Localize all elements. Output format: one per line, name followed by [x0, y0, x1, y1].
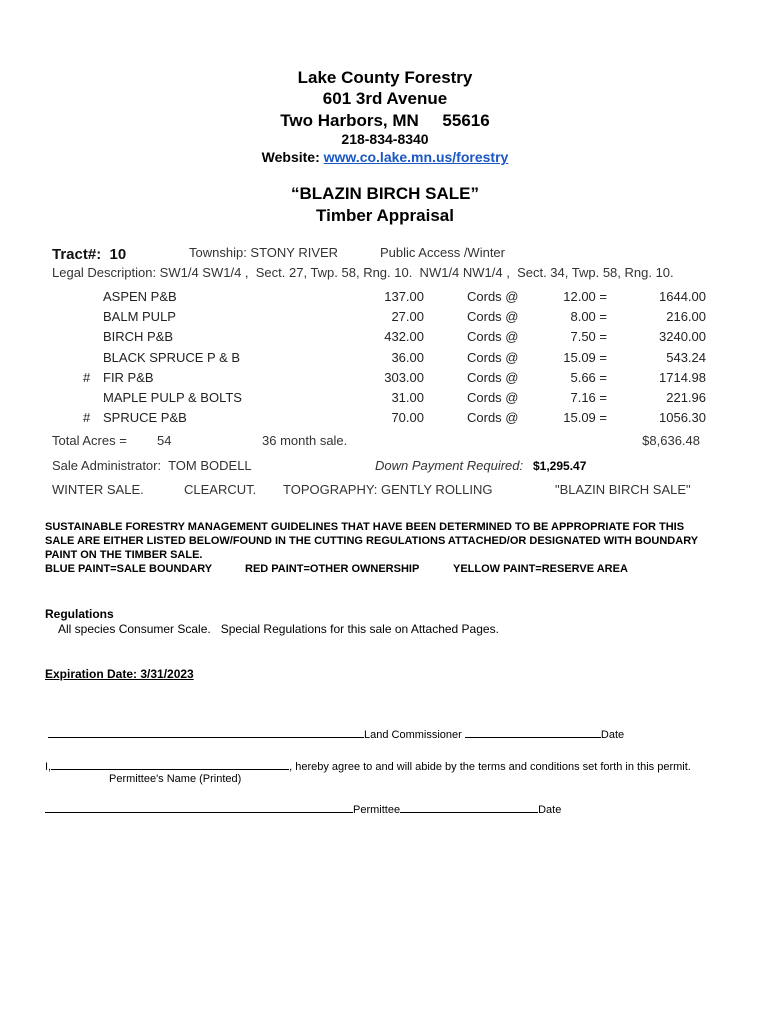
row-mark: #: [83, 369, 91, 385]
sale-title: “BLAZIN BIRCH SALE”: [291, 184, 479, 203]
permittee-name-caption: Permittee's Name (Printed): [109, 773, 242, 785]
website-line: [0, 149, 770, 165]
tract-label: Tract#:: [52, 246, 102, 263]
unit-rate: 15.09 =: [563, 410, 607, 426]
species-volume: 31.00: [391, 390, 424, 405]
species-name: BIRCH P&B: [103, 329, 174, 345]
commissioner-date-label: Date: [600, 729, 625, 741]
permittee-signature-row: [45, 801, 561, 816]
website-link[interactable]: www.co.lake.mn.us/forestry: [323, 149, 509, 165]
org-name: Lake County Forestry: [297, 68, 473, 87]
line-amount: 3240.00: [659, 329, 706, 345]
public-access: Public Access /Winter: [380, 245, 505, 260]
document-type: Timber Appraisal: [316, 206, 454, 225]
yellow-paint-key: YELLOW PAINT=RESERVE AREA: [453, 563, 628, 575]
volume-unit: Cords @: [467, 309, 519, 325]
unit-rate: 8.00 =: [570, 309, 607, 325]
species-volume: 36.00: [391, 349, 424, 365]
row-mark: #: [83, 410, 91, 426]
commissioner-signature-row: [48, 726, 624, 741]
township: Township: STONY RIVER: [189, 245, 339, 260]
unit-rate: 7.16 =: [570, 390, 607, 405]
sale-term: 36 month sale.: [262, 433, 348, 448]
volume-unit: Cords @: [467, 349, 519, 365]
expiration-date: Expiration Date: 3/31/2023: [45, 667, 194, 681]
species-volume: 303.00: [384, 369, 424, 385]
volume-unit: Cords @: [467, 369, 519, 385]
volume-unit: Cords @: [467, 329, 519, 345]
species-volume: 432.00: [384, 329, 424, 345]
street-address: 601 3rd Avenue: [322, 89, 448, 108]
species-name: ASPEN P&B: [103, 289, 177, 304]
blue-paint-key: BLUE PAINT=SALE BOUNDARY: [45, 563, 213, 575]
permittee-date-label: Date: [538, 804, 562, 816]
guidelines-line-3: PAINT ON THE TIMBER SALE.: [45, 549, 203, 561]
line-amount: 221.96: [666, 390, 706, 405]
i-prefix: I,: [45, 761, 52, 773]
line-amount: 1644.00: [659, 289, 706, 304]
guidelines-line-2: SALE ARE EITHER LISTED BELOW/FOUND IN THE CUTTING REGULATIONS ATTACHED/OR DESIGNATED WITH BOUNDARY: [45, 535, 699, 547]
species-volume: 70.00: [391, 410, 424, 426]
legal-description: Legal Description: SW1/4 SW1/4 , Sect. 27, Twp. 58, Rng. 10. NW1/4 NW1/4 , Sect. 34, Twp. 58, Rng. 10.: [52, 265, 674, 280]
unit-rate: 15.09 =: [563, 349, 607, 365]
total-value: $8,636.48: [642, 433, 700, 448]
unit-rate: 7.50 =: [570, 329, 607, 345]
tract-value: 10: [109, 246, 127, 263]
tract-number: [52, 246, 126, 263]
guidelines-line-1: SUSTAINABLE FORESTRY MANAGEMENT GUIDELINES THAT HAVE BEEN DETERMINED TO BE APPROPRIATE FOR THIS: [45, 521, 685, 533]
city-state-zip: Two Harbors, MN 55616: [280, 111, 490, 130]
permittee-agreement-row: [45, 758, 691, 773]
species-name: BALM PULP: [103, 309, 176, 325]
species-volume: 137.00: [384, 289, 424, 304]
permittee-date-line[interactable]: [400, 801, 538, 813]
total-acres-label: Total Acres =: [52, 433, 127, 448]
sale-season: WINTER SALE.: [52, 482, 144, 497]
permittee-label: Permittee: [353, 804, 401, 816]
total-acres-value: 54: [157, 433, 172, 448]
line-amount: 216.00: [666, 309, 706, 325]
cut-method: CLEARCUT.: [184, 482, 257, 497]
volume-unit: Cords @: [467, 289, 519, 304]
agreement-text: , hereby agree to and will abide by the terms and conditions set forth in this permit.: [289, 761, 691, 773]
regulations-text: All species Consumer Scale. Special Regulations for this sale on Attached Pages.: [58, 622, 499, 636]
commissioner-signature-line[interactable]: [48, 726, 364, 738]
topography: TOPOGRAPHY: GENTLY ROLLING: [283, 482, 493, 497]
volume-unit: Cords @: [467, 390, 519, 405]
permittee-name-line[interactable]: [51, 758, 289, 770]
line-amount: 543.24: [666, 349, 706, 365]
commissioner-date-line[interactable]: [465, 726, 601, 738]
species-name: MAPLE PULP & BOLTS: [103, 390, 242, 405]
line-amount: 1056.30: [659, 410, 706, 426]
species-name: SPRUCE P&B: [103, 410, 187, 426]
unit-rate: 12.00 =: [563, 289, 607, 304]
unit-rate: 5.66 =: [570, 369, 607, 385]
species-name: FIR P&B: [103, 369, 154, 385]
species-volume: 27.00: [391, 309, 424, 325]
red-paint-key: RED PAINT=OTHER OWNERSHIP: [245, 563, 420, 575]
down-payment-value: $1,295.47: [533, 459, 587, 473]
website-label: Website:: [261, 149, 320, 165]
phone-number: 218-834-8340: [341, 131, 429, 147]
sale-name-repeat: "BLAZIN BIRCH SALE": [555, 482, 691, 497]
land-commissioner-label: Land Commissioner: [364, 729, 462, 741]
permittee-signature-line[interactable]: [45, 801, 353, 813]
down-payment-label: Down Payment Required:: [375, 458, 524, 473]
volume-unit: Cords @: [467, 410, 519, 426]
species-name: BLACK SPRUCE P & B: [103, 349, 241, 365]
regulations-heading: Regulations: [45, 607, 114, 621]
line-amount: 1714.98: [659, 369, 706, 385]
sale-administrator: Sale Administrator: TOM BODELL: [52, 458, 252, 473]
